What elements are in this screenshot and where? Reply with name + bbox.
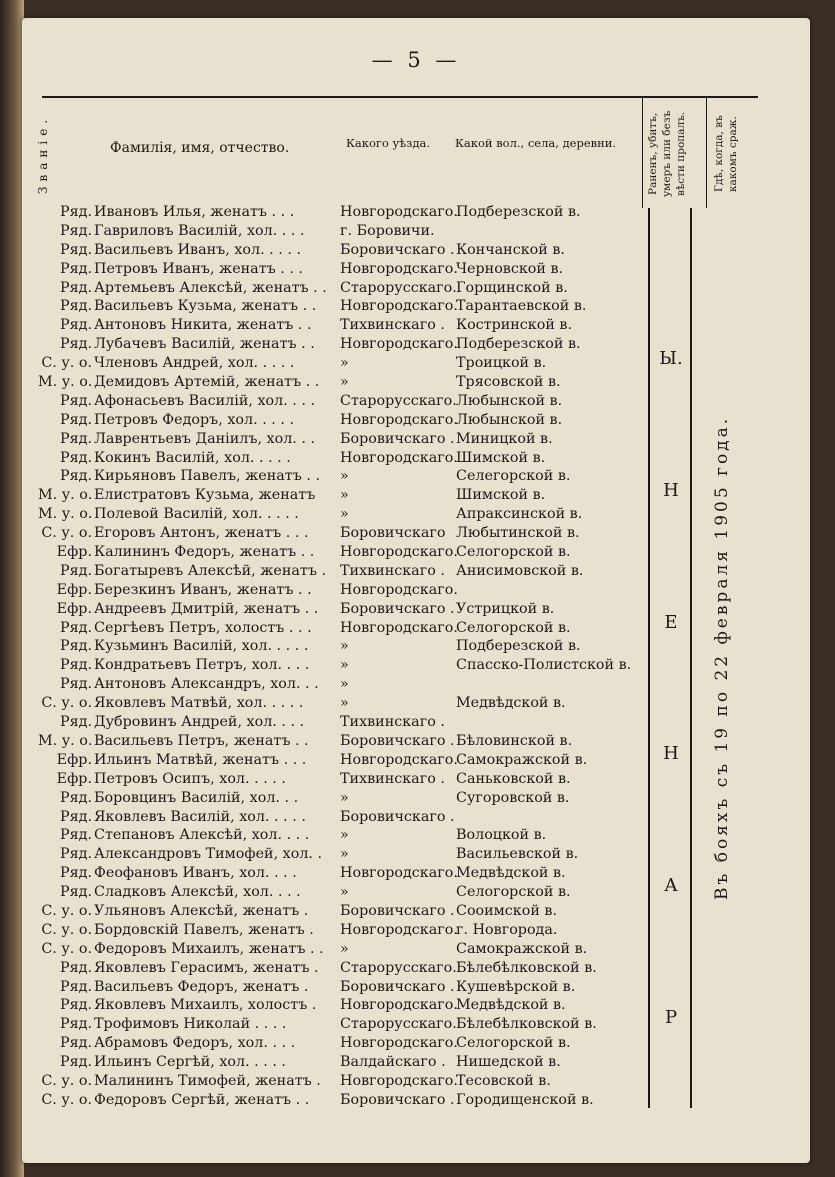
table-row [38, 902, 648, 921]
cell-village: Спасско-Полистской в. [456, 657, 632, 674]
cell-village: Саньковской в. [456, 770, 571, 787]
table-row [38, 505, 648, 524]
table-row [38, 770, 648, 789]
table-row [38, 203, 648, 222]
cell-name: Богатыревъ Алексѣй, женатъ . [94, 562, 327, 579]
document-page [22, 18, 810, 1163]
cell-rank: Ряд. [60, 676, 92, 693]
cell-rank: С. у. о. [41, 1072, 92, 1089]
cell-rank: Ряд. [60, 714, 92, 731]
cell-village: Бѣлебѣлковской в. [456, 1016, 597, 1033]
cell-village: Сугоровской в. [456, 789, 570, 806]
cell-name: Васильевъ Петръ, женатъ . . [94, 732, 309, 749]
cell-village: Трясовской в. [456, 374, 561, 391]
cell-name: Артемьевъ Алексѣй, женатъ . . [94, 279, 327, 296]
cell-rank: Ряд. [60, 865, 92, 882]
header-divider [642, 98, 643, 208]
cell-village: Кончанской в. [456, 241, 565, 258]
cell-uezd: » [340, 374, 349, 391]
cell-name: Дубровинъ Андрей, хол. . . . [94, 714, 305, 731]
table-row [38, 581, 648, 600]
table-row [38, 600, 648, 619]
cell-uezd: Новгородскаго. [340, 260, 458, 277]
cell-village: Шимской в. [456, 487, 546, 504]
cell-village: Самокражской в. [456, 940, 588, 957]
cell-uezd: Старорусскаго. [340, 959, 457, 976]
cell-rank: Ефр. [56, 751, 92, 768]
cell-uezd: Новгородскаго. [340, 449, 458, 466]
cell-name: Полевой Василій, хол. . . . . [94, 506, 299, 523]
cell-name: Калининъ Федоръ, женатъ . . [94, 544, 315, 561]
cell-uezd: Новгородскаго. [340, 751, 458, 768]
table-row [38, 1091, 648, 1110]
cell-name: Антоновъ Александръ, хол. . . [94, 676, 319, 693]
cell-uezd: Новгородскаго. [340, 1072, 458, 1089]
table-row [38, 959, 648, 978]
cell-uezd: » [340, 506, 349, 523]
cell-name: Андреевъ Дмитрій, женатъ . . [94, 600, 319, 617]
cell-uezd: » [340, 789, 349, 806]
cell-name: Кокинъ Василій, хол. . . . . [94, 449, 291, 466]
cell-rank: С. у. о. [41, 355, 92, 372]
table-row [38, 354, 648, 373]
cell-name: Боровцинъ Василій, хол. . . [94, 789, 299, 806]
table-row [38, 713, 648, 732]
cell-village: Троицкой в. [456, 355, 547, 372]
cell-name: Членовъ Андрей, хол. . . . . [94, 355, 295, 372]
cell-name: Елистратовъ Кузьма, женатъ [94, 487, 316, 504]
status-letter: Н [663, 479, 679, 501]
table-row [38, 826, 648, 845]
table-row [38, 694, 648, 713]
cell-village: Медвѣдской в. [456, 865, 566, 882]
cell-rank: Ефр. [56, 544, 92, 561]
cell-rank: Ряд. [60, 808, 92, 825]
header-divider [706, 98, 707, 208]
cell-village: Медвѣдской в. [456, 997, 566, 1014]
cell-village: Любытинской в. [456, 525, 580, 542]
cell-rank: Ряд. [60, 430, 92, 447]
cell-name: Демидовъ Артемій, женатъ . . [94, 374, 320, 391]
cell-name: Яковлевъ Герасимъ, женатъ . [94, 959, 319, 976]
cell-rank: Ряд. [60, 1035, 92, 1052]
cell-name: Егоровъ Антонъ, женатъ . . . [94, 525, 309, 542]
cell-rank: Ряд. [60, 336, 92, 353]
cell-rank: С. у. о. [41, 921, 92, 938]
cell-village: Шимской в. [456, 449, 546, 466]
table-row [38, 656, 648, 675]
cell-uezd: Боровичскаго . [340, 978, 455, 995]
cell-uezd: Тихвинскаго . [340, 317, 445, 334]
cell-uezd: » [340, 468, 349, 485]
cell-village: Селогорской в. [456, 619, 571, 636]
table-row [38, 392, 648, 411]
cell-uezd: Новгородскаго. [340, 997, 458, 1014]
status-letter: А [664, 875, 678, 897]
table-row [38, 883, 648, 902]
cell-name: Петровъ Иванъ, женатъ . . . [94, 260, 303, 277]
cell-uezd: Тихвинскаго . [340, 770, 445, 787]
cell-village: Анисимовской в. [456, 562, 584, 579]
table-row [38, 373, 648, 392]
table-row [38, 789, 648, 808]
table-row [38, 1015, 648, 1034]
cell-rank: Ефр. [56, 770, 92, 787]
cell-uezd: Боровичскаго . [340, 902, 455, 919]
cell-uezd: Боровичскаго . [340, 808, 455, 825]
table-row [38, 978, 648, 997]
cell-uezd: Новгородскаго. [340, 336, 458, 353]
cell-uezd: Старорусскаго. [340, 1016, 457, 1033]
cell-uezd: Валдайскаго . [340, 1054, 446, 1071]
cell-rank: Ряд. [60, 392, 92, 409]
table-row [38, 732, 648, 751]
cell-uezd: г. Боровичи. [340, 222, 435, 239]
cell-rank: Ряд. [60, 468, 92, 485]
cell-name: Кузьминъ Василій, хол. . . . . [94, 638, 309, 655]
cell-village: Васильевской в. [456, 846, 579, 863]
cell-name: Сладковъ Алексѣй, хол. . . . [94, 884, 301, 901]
cell-rank: Ряд. [60, 411, 92, 428]
cell-village: Городищенской в. [456, 1091, 594, 1108]
table-row [38, 486, 648, 505]
cell-uezd: » [340, 940, 349, 957]
cell-rank: Ряд. [60, 997, 92, 1014]
battle-note: Въ бояхъ съ 19 по 22 февраля 1905 года. [712, 415, 732, 901]
cell-rank: Ефр. [56, 581, 92, 598]
cell-name: Ильинъ Сергѣй, хол. . . . . [94, 1054, 286, 1071]
status-column [653, 348, 689, 1028]
cell-village: Селогорской в. [456, 884, 571, 901]
cell-uezd: Новгородскаго. [340, 204, 458, 220]
table-row [38, 562, 648, 581]
cell-uezd: Боровичскаго . [340, 430, 455, 447]
table-row [38, 430, 648, 449]
cell-name: Сергѣевъ Петръ, холостъ . . . [94, 619, 312, 636]
cell-uezd: Новгородскаго. [340, 298, 458, 315]
table-row [38, 751, 648, 770]
table-row [38, 1053, 648, 1072]
cell-rank: Ряд. [60, 846, 92, 863]
table-row [38, 279, 648, 298]
roster-table [38, 203, 648, 1110]
cell-rank: М. у. о. [38, 374, 93, 391]
page-number: — 5 — [371, 48, 461, 72]
cell-village: Нишедской в. [456, 1054, 561, 1071]
table-row [38, 619, 648, 638]
cell-uezd: » [340, 827, 349, 844]
cell-rank: Ряд. [60, 241, 92, 258]
cell-village: Устрицкой в. [456, 600, 555, 617]
cell-village: Черновской в. [456, 260, 564, 277]
cell-name: Васильевъ Федоръ, женатъ . [94, 978, 309, 995]
cell-name: Яковлевъ Матвѣй, хол. . . . . [94, 695, 304, 712]
header-where: Гдѣ, когда, въ какомъ сраж. [713, 115, 739, 193]
cell-name: Лаврентьевъ Даніилъ, хол. . . [94, 430, 316, 447]
table-row [38, 316, 648, 335]
cell-uezd: Новгородскаго. [340, 921, 458, 938]
cell-rank: Ряд. [60, 279, 92, 296]
cell-rank: Ряд. [60, 298, 92, 315]
table-row [38, 921, 648, 940]
header-status: Раненъ, убитъ, умеръ или безъ вѣсти пропалъ. [647, 110, 687, 198]
cell-uezd: » [340, 846, 349, 863]
cell-village: г. Новгорода. [456, 921, 558, 938]
cell-name: Петровъ Осипъ, хол. . . . . [94, 770, 286, 787]
cell-name: Кондратьевъ Петръ, хол. . . . [94, 657, 310, 674]
cell-uezd: Новгородскаго. [340, 865, 458, 882]
cell-name: Малининъ Тимофей, женатъ . [94, 1072, 321, 1089]
table-row [38, 808, 648, 827]
table-row [38, 845, 648, 864]
cell-rank: Ряд. [60, 260, 92, 277]
cell-rank: С. у. о. [41, 940, 92, 957]
status-letter: Ы. [659, 348, 683, 369]
cell-rank: Ряд. [60, 884, 92, 901]
cell-village: Селогорской в. [456, 1035, 571, 1052]
cell-village: Тарантаевской в. [456, 298, 587, 315]
cell-village: Любынской в. [456, 392, 563, 409]
cell-village: Апраксинской в. [456, 506, 583, 523]
table-row [38, 675, 648, 694]
cell-name: Васильевъ Кузьма, женатъ . . [94, 298, 317, 315]
cell-rank: Ряд. [60, 789, 92, 806]
table-row [38, 411, 648, 430]
table-row [38, 467, 648, 486]
cell-village: Самокражской в. [456, 751, 588, 768]
cell-uezd: Новгородскаго. [340, 581, 458, 598]
cell-rank: С. у. о. [41, 1091, 92, 1108]
cell-uezd: Новгородскаго. [340, 1035, 458, 1052]
cell-uezd: Тихвинскаго . [340, 714, 445, 731]
cell-uezd: Тихвинскаго . [340, 562, 445, 579]
cell-village: Селегорской в. [456, 468, 571, 485]
cell-village: Подберезской в. [456, 638, 581, 655]
cell-uezd: Боровичскаго . [340, 241, 455, 258]
status-letter: Е [664, 611, 678, 633]
cell-name: Трофимовъ Николай . . . . [94, 1016, 287, 1033]
table-row [38, 996, 648, 1015]
cell-name: Бордовскій Павелъ, женатъ . [94, 921, 314, 938]
header-rank: Званіе. [36, 114, 50, 194]
cell-uezd: » [340, 695, 349, 712]
cell-name: Степановъ Алексѣй, хол. . . . [94, 827, 310, 844]
status-letter: Р [664, 1006, 678, 1028]
cell-village: Подберезской в. [456, 336, 581, 353]
cell-rank: С. у. о. [41, 902, 92, 919]
cell-rank: Ряд. [60, 619, 92, 636]
header-name: Фамилія, имя, отчество. [110, 140, 290, 156]
cell-rank: Ряд. [60, 562, 92, 579]
cell-rank: Ряд. [60, 657, 92, 674]
table-row [38, 543, 648, 562]
cell-name: Гавриловъ Василій, хол. . . . [94, 222, 305, 239]
cell-rank: Ряд. [60, 1016, 92, 1033]
table-row [38, 260, 648, 279]
cell-name: Ульяновъ Алексѣй, женатъ . [94, 902, 309, 919]
cell-rank: Ряд. [60, 222, 92, 239]
cell-uezd: Старорусскаго. [340, 392, 457, 409]
cell-rank: Ряд. [60, 638, 92, 655]
status-letter: Н [663, 743, 679, 765]
cell-village: Любынской в. [456, 411, 563, 428]
cell-rank: С. у. о. [41, 695, 92, 712]
cell-rank: Ряд. [60, 1054, 92, 1071]
cell-village: Подберезской в. [456, 204, 581, 220]
cell-village: Тесовской в. [456, 1072, 551, 1089]
cell-name: Федоровъ Михаилъ, женатъ . . [94, 940, 324, 957]
table-row [38, 864, 648, 883]
cell-village: Селогорской в. [456, 544, 571, 561]
cell-uezd: » [340, 355, 349, 372]
table-row [38, 335, 648, 354]
cell-name: Федоровъ Сергѣй, женатъ . . [94, 1091, 310, 1108]
brace-line [690, 208, 692, 1108]
table-row [38, 449, 648, 468]
cell-rank: Ефр. [56, 600, 92, 617]
brace-line [648, 208, 650, 1108]
cell-uezd: Новгородскаго. [340, 544, 458, 561]
cell-village: Кушевѣрской в. [456, 978, 576, 995]
cell-uezd: Боровичскаго . [340, 1091, 455, 1108]
table-row [38, 241, 648, 260]
table-row [38, 222, 648, 241]
cell-name: Кирьяновъ Павелъ, женатъ . . [94, 468, 320, 485]
cell-rank: Ряд. [60, 317, 92, 334]
cell-rank: Ряд. [60, 978, 92, 995]
cell-uezd: Старорусскаго. [340, 279, 457, 296]
cell-uezd: » [340, 487, 349, 504]
cell-village: Сооимской в. [456, 902, 558, 919]
book-spine [0, 0, 24, 1177]
cell-name: Абрамовъ Федоръ, хол. . . . [94, 1035, 296, 1052]
cell-name: Феофановъ Иванъ, хол. . . . [94, 865, 297, 882]
table-row [38, 940, 648, 959]
cell-village: Волоцкой в. [456, 827, 547, 844]
header-volost: Какой вол., села, деревни. [455, 136, 617, 150]
cell-rank: Ряд. [60, 204, 92, 220]
cell-uezd: Боровичскаго . [340, 732, 455, 749]
cell-village: Бѣловинской в. [456, 732, 573, 749]
cell-name: Антоновъ Никита, женатъ . . [94, 317, 312, 334]
cell-uezd: » [340, 884, 349, 901]
cell-rank: С. у. о. [41, 525, 92, 542]
cell-village: Медвѣдской в. [456, 695, 566, 712]
cell-uezd: » [340, 676, 349, 693]
cell-name: Лубачевъ Василій, женатъ . . [94, 336, 315, 353]
cell-village: Бѣлебѣлковской в. [456, 959, 597, 976]
cell-name: Васильевъ Иванъ, хол. . . . . [94, 241, 301, 258]
cell-rank: Ряд. [60, 959, 92, 976]
cell-rank: Ряд. [60, 449, 92, 466]
cell-name: Яковлевъ Михаилъ, холостъ . [94, 997, 317, 1014]
cell-rank: М. у. о. [38, 506, 93, 523]
cell-name: Ильинъ Матвѣй, женатъ . . . [94, 751, 307, 768]
cell-rank: М. у. о. [38, 487, 93, 504]
table-row [38, 1034, 648, 1053]
cell-name: Петровъ Федоръ, хол. . . . . [94, 411, 295, 428]
cell-uezd: » [340, 638, 349, 655]
cell-name: Яковлевъ Василій, хол. . . . . [94, 808, 306, 825]
table-row [38, 637, 648, 656]
header-uezd: Какого уѣзда. [346, 136, 431, 150]
cell-uezd: Боровичскаго [340, 525, 446, 542]
table-row [38, 297, 648, 316]
cell-village: Костринской в. [456, 317, 573, 334]
cell-name: Александровъ Тимофей, хол. . [94, 846, 323, 863]
cell-name: Березкинъ Иванъ, женатъ . . [94, 581, 312, 598]
cell-village: Горщинской в. [456, 279, 568, 296]
cell-village: Миницкой в. [456, 430, 553, 447]
cell-uezd: » [340, 657, 349, 674]
cell-name: Ивановъ Илья, женатъ . . . [94, 204, 295, 220]
cell-uezd: Боровичскаго . [340, 600, 455, 617]
table-row [38, 524, 648, 543]
table-row [38, 1072, 648, 1091]
cell-uezd: Новгородскаго. [340, 619, 458, 636]
cell-rank: М. у. о. [38, 732, 93, 749]
cell-name: Афонасьевъ Василій, хол. . . . [94, 392, 316, 409]
cell-rank: Ряд. [60, 827, 92, 844]
cell-uezd: Новгородскаго. [340, 411, 458, 428]
